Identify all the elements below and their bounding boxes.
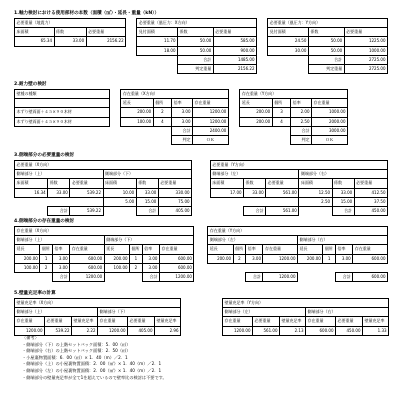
s4-sub-top: 側端部分（上）	[15, 236, 105, 245]
table-cell: 200.00	[104, 254, 129, 263]
column-header: 存在重量	[263, 245, 298, 254]
total-label: 合計	[178, 55, 214, 64]
column-header: 個所	[153, 99, 171, 108]
total-value: 600.00	[353, 272, 388, 281]
section-1-title: 1.軸力検討における使用部材の本数（面積（㎡）・延長・重量（kN））	[14, 11, 160, 16]
table-cell: 3.00	[142, 254, 159, 263]
column-header: 延長	[298, 245, 323, 254]
s3-sub-right: 側端部分（右）	[299, 170, 388, 179]
required-value: 2156.22	[213, 64, 256, 73]
table-cell: 3.00	[52, 254, 69, 263]
table-cell: 2.50	[299, 197, 332, 206]
s2-header-y: 存在重量（Y方向）	[240, 90, 348, 99]
section-2-title: 2.耐力壁の検討	[14, 82, 47, 87]
table-cell: 65.34	[15, 37, 55, 46]
wall-kind: 木ずり壁両面＋４５×９０木材	[15, 117, 110, 126]
table-cell: 1000.00	[312, 108, 348, 117]
column-header: 係数	[48, 179, 70, 188]
total-label: 合計	[246, 272, 263, 281]
column-header: 必要重量	[45, 317, 72, 326]
column-header: 見付面積	[268, 28, 309, 37]
total-value: 561.00	[266, 206, 299, 215]
column-header: 延長	[208, 245, 233, 254]
column-header: 倍率	[172, 99, 193, 108]
total-label: 合計	[48, 206, 70, 215]
table-cell: 33.00	[48, 188, 70, 197]
table-cell: 5.00	[103, 197, 136, 206]
table-cell: 1200.00	[15, 326, 45, 335]
total-value: 450.00	[354, 206, 387, 215]
table-cell: 1200.00	[192, 108, 228, 117]
table-cell: 405.00	[128, 326, 155, 335]
table-cell: 1.33	[363, 326, 389, 335]
column-header: 必要重量	[128, 317, 155, 326]
wall-kind-header: 壁種の種類	[15, 90, 110, 99]
column-header: 必要重量	[158, 179, 191, 188]
table-cell: 24.50	[268, 37, 309, 46]
table-cell: 2.96	[155, 326, 181, 335]
s4-sub-right: 側端部分（右）	[298, 236, 388, 245]
s5-header-y: 壁量充足率（Y方向）	[223, 299, 389, 308]
column-header: 必要重量	[266, 179, 299, 188]
column-header: 延長	[240, 99, 272, 108]
note-line: ・側端部分の壁量充足率が全て1を超えているので壁率比の検討は不要です。	[22, 374, 167, 380]
total-value: 1200.00	[70, 272, 105, 281]
table-cell: 600.00	[70, 263, 105, 272]
table-cell: 539.22	[70, 188, 103, 197]
table-cell: 4	[153, 117, 171, 126]
column-header: 延長	[121, 99, 153, 108]
section-2-table	[14, 89, 348, 145]
s1-header-seismic: 必要重量（地震力）	[15, 19, 126, 28]
table-cell: 1225.00	[344, 37, 387, 46]
table-cell: 50.00	[308, 37, 344, 46]
total-value: 3000.00	[312, 126, 348, 135]
total-value: 405.00	[158, 206, 191, 215]
column-header: 係数	[54, 28, 86, 37]
table-cell: 2	[153, 108, 171, 117]
total-value: 539.22	[70, 206, 103, 215]
s5-sub-left: 側端部分（左）	[223, 308, 306, 317]
total-value: 1200.00	[263, 272, 298, 281]
table-cell: 600.00	[70, 254, 105, 263]
table-cell: 100.00	[15, 263, 40, 272]
column-header: 壁量充足率	[280, 317, 306, 326]
section-5-title: 5.壁量充足率の計算	[14, 291, 56, 296]
s1-header-wind-y: 必要重量（風圧力：Y方向）	[268, 19, 388, 28]
table-cell: 50.00	[178, 46, 214, 55]
table-cell: 3.00	[335, 254, 352, 263]
column-header: 係数	[178, 28, 214, 37]
column-header: 存在重量	[306, 317, 336, 326]
column-header: 存在重量	[15, 317, 45, 326]
column-header: 必要重量	[253, 317, 280, 326]
table-cell: 330.00	[158, 188, 191, 197]
column-header: 壁量充足率	[155, 317, 181, 326]
wall-kind: 木ずり壁両面＋４５×９０木材	[15, 108, 110, 117]
note-line: ・側端部分（下）の上階セットバック面積：5．00（㎡）	[22, 341, 131, 347]
s5-sub-bottom: 側端部分（下）	[98, 308, 181, 317]
table-cell: 200.00	[15, 254, 40, 263]
required-value: 2725.00	[344, 64, 387, 73]
total-label: 合計	[332, 206, 354, 215]
note-line: ・小屋裏物置面積：6．00（㎡）× 1．40（m）／2．1	[22, 354, 128, 360]
total-label: 合計	[308, 55, 344, 64]
column-header: 個所	[233, 245, 246, 254]
section-4-table	[14, 226, 388, 282]
table-cell: 3.00	[172, 117, 193, 126]
table-cell: 600.00	[159, 254, 194, 263]
section-4-title: 4.側端部分の存在重量の検討	[14, 219, 75, 224]
table-cell: 585.00	[213, 37, 256, 46]
column-header: 個所	[323, 245, 336, 254]
column-header: 床面積	[15, 28, 55, 37]
total-value: 1485.00	[213, 55, 256, 64]
note-line: ・側端部分（左）の小屋裏物置面積：2．00（㎡）× 1．40（m）／2．1	[22, 367, 162, 373]
notes-block	[22, 335, 167, 381]
table-cell: 1	[130, 254, 143, 263]
total-value: 1200.00	[159, 272, 194, 281]
table-cell: 33.00	[332, 188, 354, 197]
table-cell: 2156.22	[86, 37, 126, 46]
section-3-table	[14, 160, 388, 216]
table-cell: 50.00	[178, 37, 214, 46]
judge-value: ＯＫ	[192, 135, 228, 144]
table-cell: 11.70	[137, 37, 178, 46]
column-header: 存在重量	[98, 317, 128, 326]
table-cell: 100.00	[121, 117, 153, 126]
column-header: 倍率	[246, 245, 263, 254]
table-cell: 1200.00	[223, 326, 253, 335]
column-header: 係数	[244, 179, 266, 188]
s3-sub-left: 側端部分（左）	[210, 170, 299, 179]
table-cell: 1200.00	[192, 117, 228, 126]
total-label: 合計	[142, 272, 159, 281]
table-cell: 200.00	[298, 254, 323, 263]
table-cell: 561.00	[253, 326, 280, 335]
required-label: 判定重量	[178, 64, 214, 73]
table-cell: 2	[233, 254, 246, 263]
judge-label: 判定	[172, 135, 193, 144]
column-header: 必要重量	[70, 179, 103, 188]
column-header: 存在重量	[159, 245, 194, 254]
s1-header-wind-x: 必要重量（風圧力：X方向）	[137, 19, 257, 28]
table-cell: 2000.00	[312, 117, 348, 126]
column-header: 個所	[40, 245, 53, 254]
table-cell: 33.00	[136, 188, 158, 197]
table-cell: 561.00	[266, 188, 299, 197]
s2-header-x: 存在重量（X方向）	[121, 90, 228, 99]
table-cell: 450.00	[336, 326, 363, 335]
table-cell: 33.00	[54, 37, 86, 46]
column-header: 床面積	[210, 179, 243, 188]
s4-sub-left: 側端部分（左）	[208, 236, 298, 245]
table-cell: 1200.00	[98, 326, 128, 335]
table-cell: 412.50	[354, 188, 387, 197]
s5-header-x: 壁量充足率（X方向）	[15, 299, 181, 308]
judge-label: 判定	[291, 135, 312, 144]
table-cell: 200.00	[240, 108, 272, 117]
section-1-table	[14, 18, 388, 74]
table-cell: 2.22	[72, 326, 98, 335]
table-cell: 3.00	[246, 254, 263, 263]
s3-sub-top: 側端部分（上）	[15, 170, 104, 179]
column-header: 個所	[272, 99, 290, 108]
total-label: 合計	[172, 126, 193, 135]
column-header: 倍率	[142, 245, 159, 254]
table-cell: 12.50	[299, 188, 332, 197]
table-cell: 900.00	[213, 46, 256, 55]
table-cell: 30.00	[268, 46, 309, 55]
column-header: 存在重量	[312, 99, 348, 108]
table-cell: 10.00	[103, 188, 136, 197]
total-label: 合計	[244, 206, 266, 215]
column-header: 倍率	[335, 245, 352, 254]
table-cell: 2.13	[280, 326, 306, 335]
total-label: 合計	[136, 206, 158, 215]
table-cell: 37.50	[354, 197, 387, 206]
section-3-title: 3.側端部分の必要重量の検討	[14, 153, 75, 158]
note-line: ・側端部分（上）の小屋裏物置面積：2．00（㎡）× 1．40（m）／2．1	[22, 361, 162, 367]
total-value: 2400.00	[192, 126, 228, 135]
s4-header-x: 存在重量（X方向）	[15, 227, 194, 236]
column-header: 必要重量	[354, 179, 387, 188]
column-header: 延長	[104, 245, 129, 254]
column-header: 存在重量	[192, 99, 228, 108]
table-cell: 4	[272, 117, 290, 126]
table-cell: 3.00	[142, 263, 159, 272]
table-cell: 1200.00	[263, 254, 298, 263]
column-header: 倍率	[291, 99, 312, 108]
table-cell: 15.00	[136, 197, 158, 206]
section-5-table	[14, 298, 389, 336]
column-header: 必要重量	[336, 317, 363, 326]
table-cell: 50.00	[308, 46, 344, 55]
s3-header-x: 必要重量（X方向）	[15, 161, 192, 170]
judge-value: ＯＫ	[312, 135, 348, 144]
table-cell: 15.00	[332, 197, 354, 206]
column-header: 係数	[136, 179, 158, 188]
column-header: 係数	[332, 179, 354, 188]
column-header: 壁量充足率	[72, 317, 98, 326]
s3-header-y: 必要重量（Y方向）	[210, 161, 387, 170]
table-cell: 1	[323, 254, 336, 263]
s5-sub-right: 側端部分（右）	[306, 308, 389, 317]
table-cell: 17.00	[210, 188, 243, 197]
table-cell: 100.00	[104, 263, 129, 272]
table-cell: 2.50	[291, 117, 312, 126]
table-cell: 2.00	[291, 108, 312, 117]
table-cell: 18.00	[137, 46, 178, 55]
total-label: 合計	[291, 126, 312, 135]
table-cell: 3	[272, 108, 290, 117]
s4-header-y: 存在重量（Y方向）	[208, 227, 388, 236]
table-cell: 2	[130, 263, 143, 272]
total-value: 2725.00	[344, 55, 387, 64]
total-label: 合計	[335, 272, 352, 281]
column-header: 壁量充足率	[363, 317, 389, 326]
table-cell: 600.00	[353, 254, 388, 263]
note-line: 〈備考〉	[22, 335, 39, 340]
table-cell: 2	[40, 263, 53, 272]
column-header: 床面積	[15, 179, 48, 188]
table-cell: 200.00	[240, 117, 272, 126]
table-cell: 600.00	[306, 326, 336, 335]
table-cell: 200.00	[121, 108, 153, 117]
table-cell: 3.00	[172, 108, 193, 117]
column-header: 倍率	[52, 245, 69, 254]
column-header: 床面積	[103, 179, 136, 188]
table-cell: 1000.00	[344, 46, 387, 55]
column-header: 存在重量	[223, 317, 253, 326]
column-header: 存在重量	[70, 245, 105, 254]
column-header: 必要重量	[86, 28, 126, 37]
note-line: ・側端部分（右）の上階セットバック面積：2．50（㎡）	[22, 348, 131, 354]
table-cell: 16.34	[15, 188, 48, 197]
table-cell: 33.00	[244, 188, 266, 197]
table-cell: 200.00	[208, 254, 233, 263]
table-cell: 75.00	[158, 197, 191, 206]
column-header: 延長	[15, 245, 40, 254]
column-header: 見付面積	[137, 28, 178, 37]
column-header: 床面積	[299, 179, 332, 188]
table-cell: 539.22	[45, 326, 72, 335]
column-header: 必要重量	[344, 28, 387, 37]
required-label: 判定重量	[308, 64, 344, 73]
table-cell: 600.00	[159, 263, 194, 272]
column-header: 個所	[130, 245, 143, 254]
s5-sub-top: 側端部分（上）	[15, 308, 98, 317]
s4-sub-bottom: 側端部分（下）	[104, 236, 194, 245]
table-cell: 1	[40, 254, 53, 263]
total-label: 合計	[52, 272, 69, 281]
column-header: 係数	[308, 28, 344, 37]
table-cell: 3.00	[52, 263, 69, 272]
column-header: 存在重量	[353, 245, 388, 254]
column-header: 必要重量	[213, 28, 256, 37]
s3-sub-bottom: 側端部分（下）	[103, 170, 192, 179]
